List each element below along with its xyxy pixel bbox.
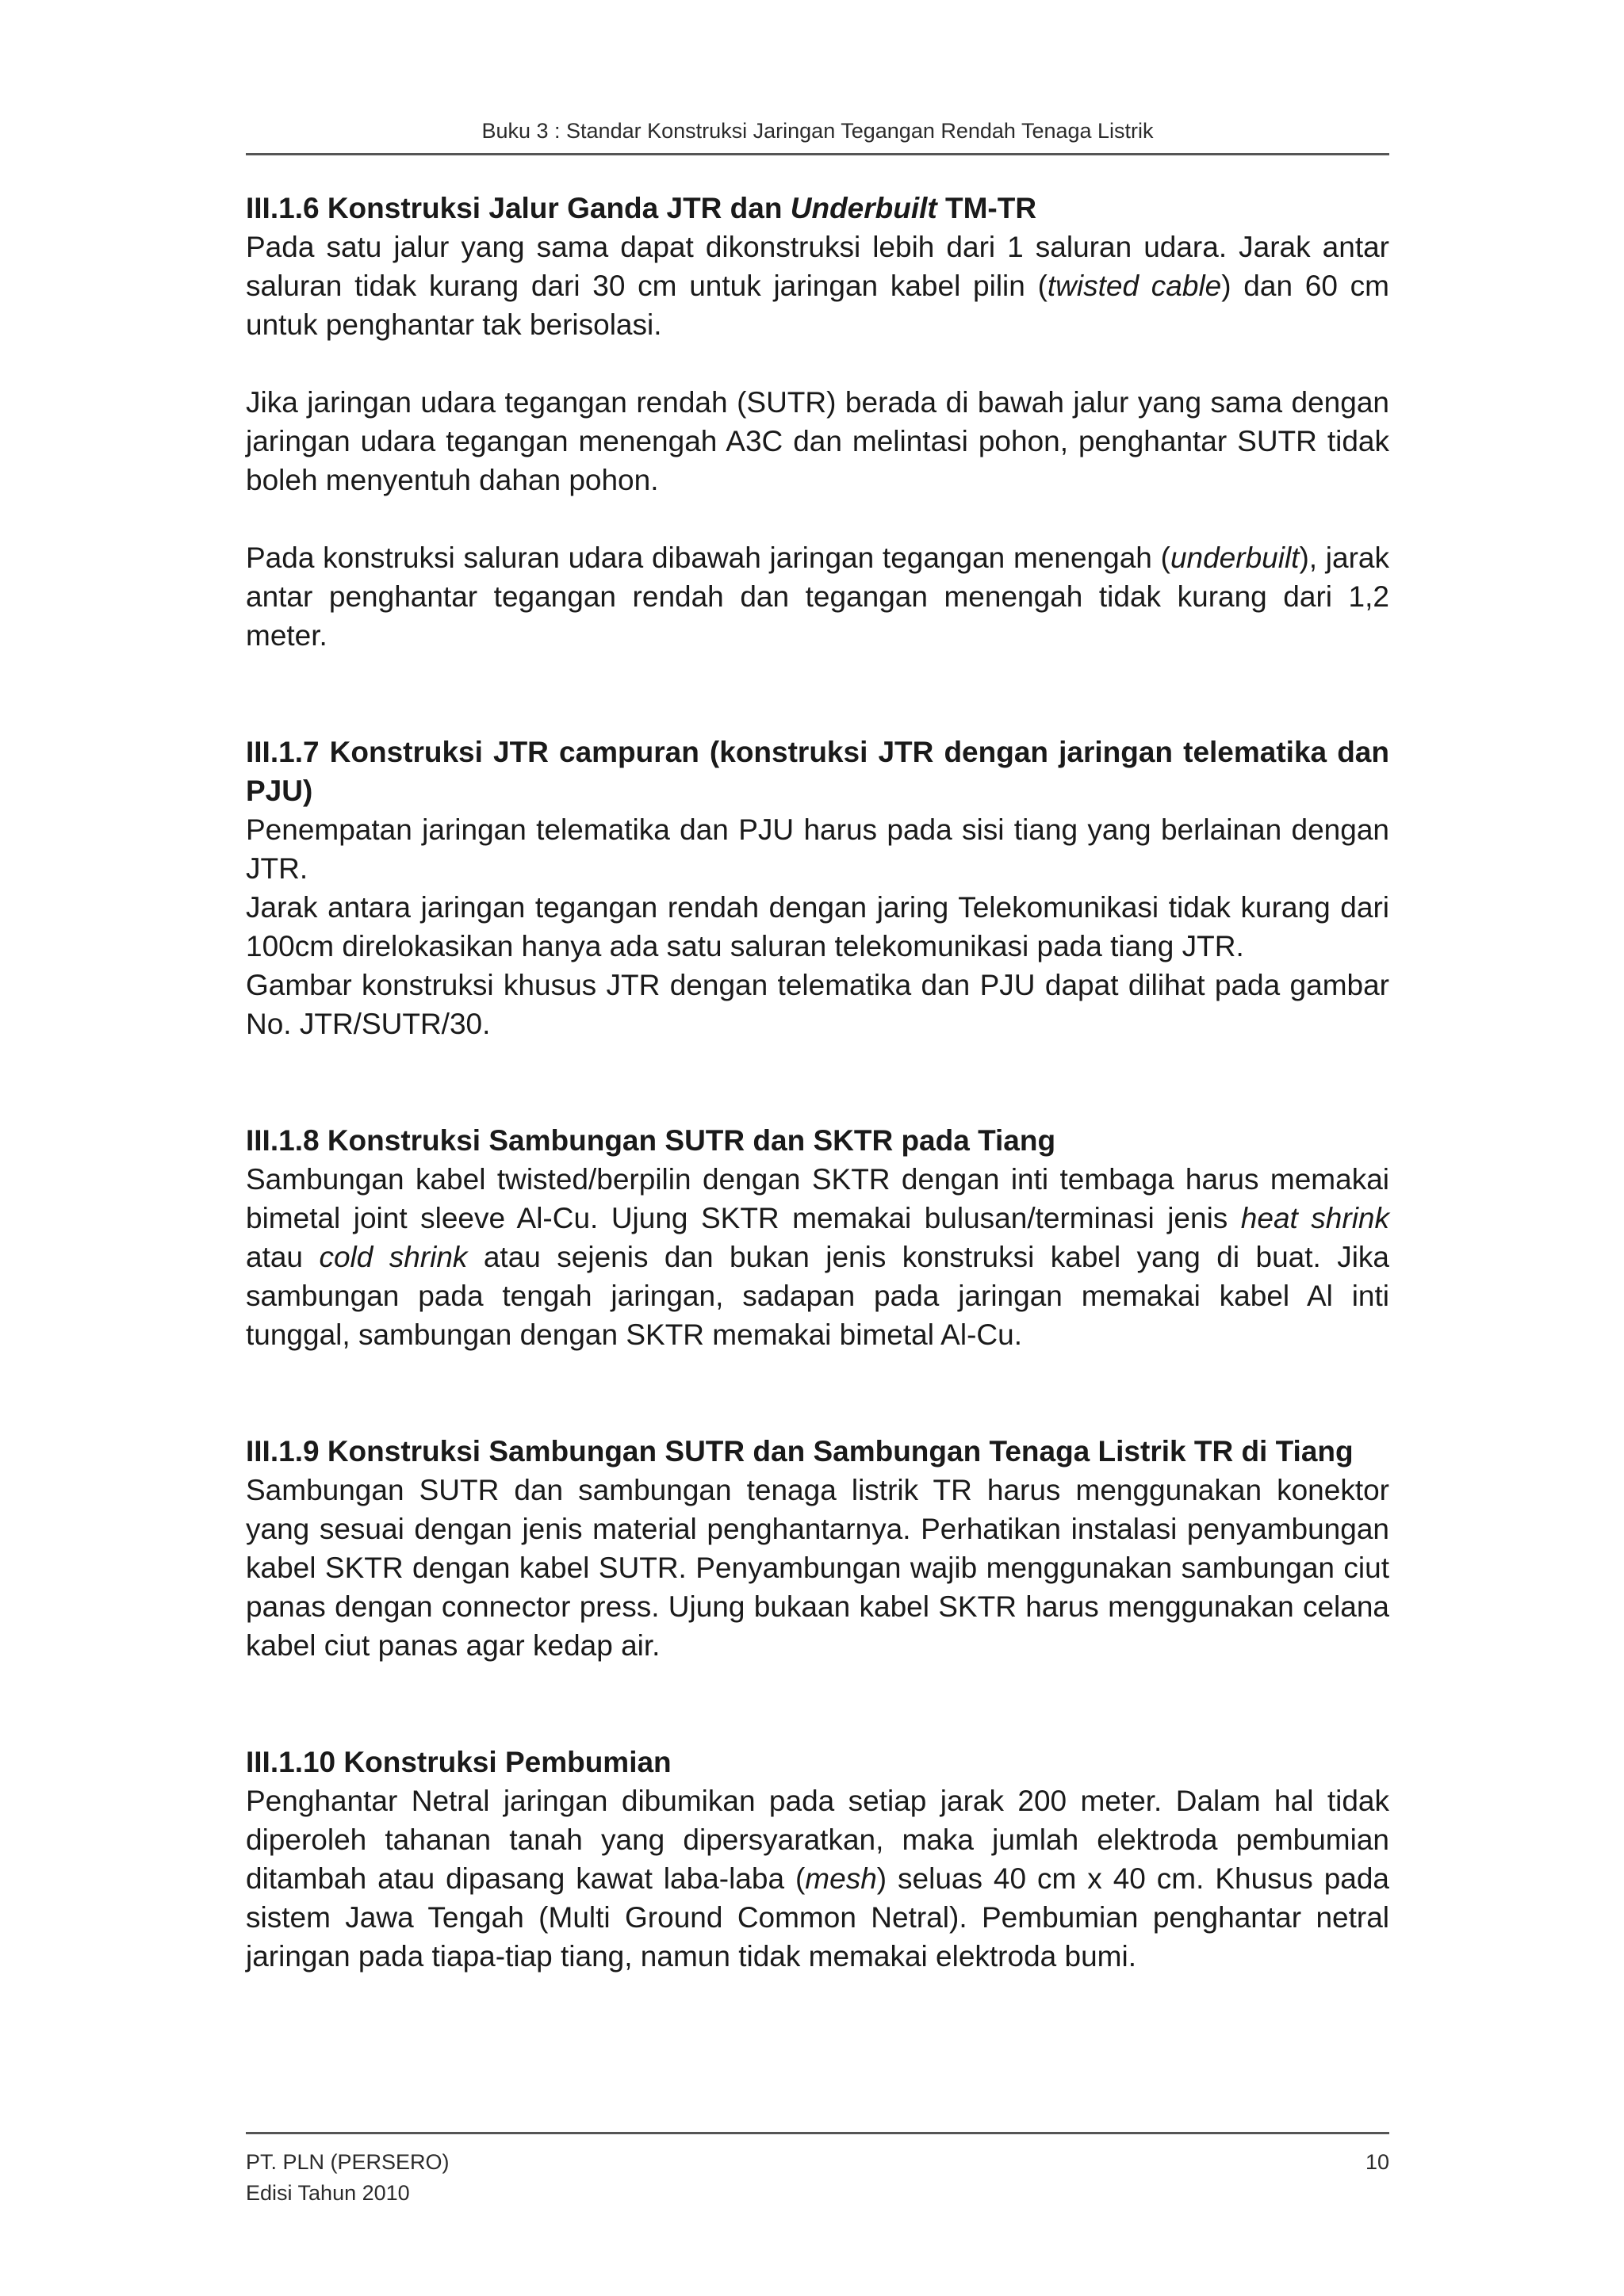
section-heading: III.1.8 Konstruksi Sambungan SUTR dan SKTR pada Tiang [246,1124,1056,1157]
paragraph: Penempatan jaringan telematika dan PJU harus pada sisi tiang yang berlainan dengan JTR. [246,813,1389,885]
paragraph: Jarak antara jaringan tegangan rendah dengan jaring Telekomunikasi tidak kurang dari 100cm direlokasikan hanya ada satu saluran telekomunikasi pada tiang JTR. [246,891,1389,962]
heading-italic-text: Underbuilt [790,192,937,224]
footer-divider [246,2132,1389,2134]
section-iii-1-6 [246,189,1389,655]
paragraph: Sambungan SUTR dan sambungan tenaga listrik TR harus menggunakan konektor yang sesuai dengan jenis material penghantarnya. Perhatikan instalasi penyambungan kabel SKTR dengan kabel SUTR. Penyambungan wajib menggunakan sambungan ciut panas dengan connector press. Ujung bukaan kabel SKTR harus menggunakan celana kabel ciut panas agar kedap air. [246,1474,1389,1662]
italic-term: twisted cable [1047,270,1222,302]
paragraph-text: Sambungan kabel twisted/berpilin dengan SKTR dengan inti tembaga harus memakai bimetal joint sleeve Al-Cu. Ujung SKTR memakai bulusan/terminasi jenis [246,1163,1389,1234]
header-divider [246,153,1389,155]
paragraph-text: ), jarak antar penghantar tegangan rendah dan tegangan menengah tidak kurang dari 1,2 meter. [246,541,1389,652]
heading-text: TM-TR [936,192,1037,224]
paragraph-text: ) dan 60 cm untuk penghantar tak berisolasi. [246,270,1389,341]
italic-term: cold shrink [319,1241,468,1273]
paragraph-text: Penghantar Netral jaringan dibumikan pada setiap jarak 200 meter. Dalam hal tidak diperoleh tahanan tanah yang dipersyaratkan, maka jumlah elektroda pembumian ditambah atau dipasang kawat laba-laba ( [246,1785,1389,1895]
section-iii-1-9 [246,1432,1389,1665]
document-body [246,189,1389,1976]
page-number: 10 [1365,2150,1389,2174]
paragraph-text: Pada konstruksi saluran udara dibawah jaringan tegangan menengah ( [246,541,1170,574]
paragraph [246,538,1389,655]
paragraph-text: Pada satu jalur yang sama dapat dikonstruksi lebih dari 1 saluran udara. Jarak antar saluran tidak kurang dari 30 cm untuk jaringan kabel pilin ( [246,231,1389,302]
italic-term: heat shrink [1240,1202,1389,1234]
italic-term: mesh [805,1862,877,1895]
paragraph: Jika jaringan udara tegangan rendah (SUTR) berada di bawah jalur yang sama dengan jaringan udara tegangan menengah A3C dan melintasi pohon, penghantar SUTR tidak boleh menyentuh dahan pohon. [246,386,1389,496]
document-page [246,0,1389,2296]
paragraph-text: ) seluas 40 cm x 40 cm. Khusus pada sistem Jawa Tengah (Multi Ground Common Netral). Pembumian penghantar netral jaringan pada tiapa-tiap tiang, namun tidak memakai elektroda bumi. [246,1862,1389,1973]
footer-publisher [246,2147,450,2209]
section-heading: III.1.7 Konstruksi JTR campuran (konstruksi JTR dengan jaringan telematika dan PJU) [246,736,1389,807]
paragraph: Gambar konstruksi khusus JTR dengan telematika dan PJU dapat dilihat pada gambar No. JTR/SUTR/30. [246,969,1389,1040]
section-iii-1-7 [246,733,1389,1043]
section-iii-1-10 [246,1743,1389,1976]
paragraph [246,1781,1389,1976]
section-heading: III.1.10 Konstruksi Pembumian [246,1746,672,1778]
section-heading: III.1.9 Konstruksi Sambungan SUTR dan Sambungan Tenaga Listrik TR di Tiang [246,1435,1354,1468]
paragraph [246,1160,1389,1354]
section-heading [246,189,1389,228]
paragraph [246,228,1389,344]
paragraph-text: atau [246,1241,320,1273]
paragraph-text: atau sejenis dan bukan jenis konstruksi kabel yang di buat. Jika sambungan pada tengah jaringan, sadapan pada jaringan memakai kabel Al inti tunggal, sambungan dengan SKTR memakai bimetal Al-Cu. [246,1241,1390,1351]
footer-edition: Edisi Tahun 2010 [246,2181,410,2205]
heading-text: III.1.6 Konstruksi Jalur Ganda JTR dan [246,192,791,224]
section-iii-1-8 [246,1121,1389,1354]
italic-term: underbuilt [1170,541,1300,574]
running-header: Buku 3 : Standar Konstruksi Jaringan Tegangan Rendah Tenaga Listrik [481,119,1154,143]
footer-company: PT. PLN (PERSERO) [246,2150,450,2174]
